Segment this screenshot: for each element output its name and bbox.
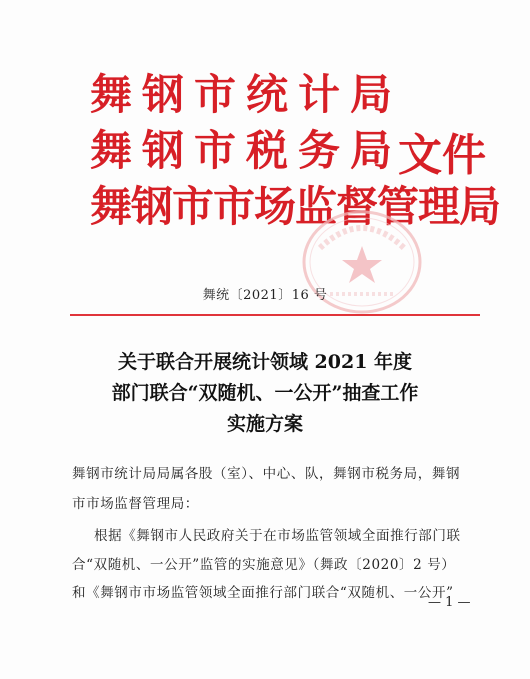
document-title-line-2: 部门联合“双随机、一公开”抽查工作 <box>111 382 419 404</box>
body-paragraph-line-3: 和《舞钢市市场监管领域全面推行部门联合“双随机、一公开” <box>72 585 454 601</box>
document-number: 舞统〔2021〕16 号 <box>202 288 328 303</box>
document-title-line-1: 关于联合开展统计领域 2021 年度 <box>117 351 413 373</box>
issuing-org-tax-bureau: 舞钢市税务局 <box>90 126 403 175</box>
body-paragraph-line-2: 合“双随机、一公开”监管的实施意见》（舞政〔2020〕2 号） <box>72 557 456 573</box>
addressee-line-2: 市市场监督管理局： <box>72 496 199 512</box>
body-paragraph-line-1: 根据《舞钢市人民政府关于在市场监管领域全面推行部门联 <box>94 528 461 544</box>
addressee-line-1: 舞钢市统计局局属各股（室）、中心、队，舞钢市税务局，舞钢 <box>72 466 461 482</box>
document-title-line-3: 实施方案 <box>226 413 303 435</box>
document-label: 文件 <box>398 130 486 181</box>
issuing-org-statistics-bureau: 舞钢市统计局 <box>90 70 403 119</box>
issuing-org-market-supervision-bureau: 舞钢市市场监督管理局 <box>90 182 501 231</box>
page-number: — 1 — <box>428 595 471 610</box>
header-divider <box>70 314 480 316</box>
